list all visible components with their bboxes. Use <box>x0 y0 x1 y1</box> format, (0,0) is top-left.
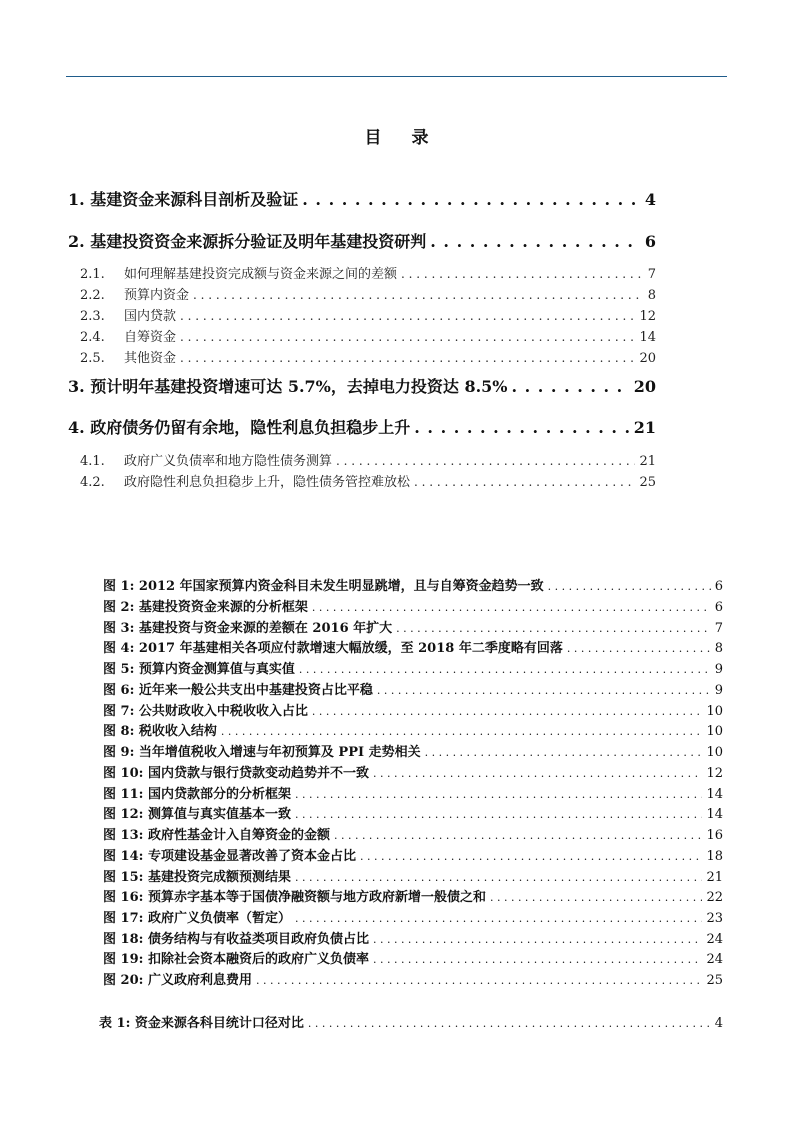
figure-label: 图 3: <box>103 621 135 636</box>
toc-page-number: 25 <box>639 475 656 490</box>
figure-entry[interactable] <box>103 637 723 656</box>
toc-subsection-2-2[interactable] <box>80 284 656 303</box>
figure-title: 预算赤字基本等于国债净融资额与地方政府新增一般债之和 <box>147 890 486 905</box>
figure-label: 图 18: <box>103 932 144 947</box>
figure-entry[interactable] <box>103 824 723 843</box>
dot-leader <box>490 891 702 904</box>
figure-label: 图 14: <box>103 849 144 864</box>
figure-entry[interactable] <box>103 907 723 926</box>
toc-sub-label: 预算内资金 <box>124 288 190 303</box>
toc-sub-index: 4.1. <box>80 454 105 469</box>
figure-label: 图 8: <box>103 724 135 739</box>
figure-entry[interactable] <box>103 886 723 905</box>
figure-label: 图 11: <box>103 787 144 802</box>
figure-label: 图 2: <box>103 600 135 615</box>
figure-page-number: 8 <box>714 641 723 656</box>
figure-title: 专项建设基金显著改善了资本金占比 <box>147 849 356 864</box>
toc-page-number: 4 <box>644 190 656 209</box>
toc-page-number: 8 <box>647 288 656 303</box>
toc-page-number: 6 <box>644 232 656 251</box>
figure-label: 图 13: <box>103 828 144 843</box>
figure-title: 测算值与真实值基本一致 <box>147 807 291 822</box>
dot-leader <box>414 475 635 489</box>
figure-page-number: 12 <box>706 766 723 781</box>
figure-page-number: 16 <box>706 828 723 843</box>
dot-leader <box>360 850 702 863</box>
figure-title: 税收收入结构 <box>138 724 217 739</box>
dot-leader <box>308 1017 711 1030</box>
toc-section-4[interactable] <box>68 415 656 438</box>
dot-leader <box>312 601 711 614</box>
table-entry[interactable] <box>99 1012 723 1031</box>
dot-leader <box>256 974 702 987</box>
toc-section-label: 4. 政府债务仍留有余地，隐性利息负担稳步上升 <box>68 418 411 437</box>
dot-leader <box>373 953 702 966</box>
toc-section-1[interactable] <box>68 187 656 210</box>
dot-leader <box>295 808 702 821</box>
toc-sub-label: 自筹资金 <box>124 330 177 345</box>
figure-title: 扣除社会资本融资后的政府广义负债率 <box>147 952 369 967</box>
figure-page-number: 14 <box>706 787 723 802</box>
dot-leader <box>512 377 630 396</box>
toc-sub-index: 4.2. <box>80 475 105 490</box>
figure-entry[interactable] <box>103 720 723 739</box>
figure-title: 2012 年国家预算内资金科目未发生明显跳增，且与自筹资金趋势一致 <box>138 579 544 594</box>
toc-title: 目 录 <box>364 128 441 148</box>
dot-leader <box>373 933 702 946</box>
figure-page-number: 6 <box>714 600 723 615</box>
figure-entry[interactable] <box>103 783 723 802</box>
figure-label: 图 4: <box>103 641 135 656</box>
toc-page-number: 12 <box>639 309 656 324</box>
toc-subsection-2-1[interactable] <box>80 263 656 282</box>
figure-title: 政府广义负债率（暂定） <box>147 911 291 926</box>
figure-page-number: 9 <box>714 683 723 698</box>
figure-title: 基建投资资金来源的分析框架 <box>138 600 308 615</box>
toc-sub-index: 2.5. <box>80 351 105 366</box>
toc-section-2[interactable] <box>68 229 656 252</box>
toc-section-label: 2. 基建投资资金来源拆分验证及明年基建投资研判 <box>68 232 427 251</box>
figure-page-number: 21 <box>706 870 723 885</box>
figure-title: 国内贷款与银行贷款变动趋势并不一致 <box>147 766 369 781</box>
figure-entry[interactable] <box>103 969 723 988</box>
figure-page-number: 10 <box>706 704 723 719</box>
figure-label: 图 5: <box>103 662 135 677</box>
dot-leader <box>180 351 635 365</box>
toc-sub-label: 政府隐性利息负担稳步上升，隐性债务管控难放松 <box>124 475 411 490</box>
figure-entry[interactable] <box>103 845 723 864</box>
dot-leader <box>377 684 711 697</box>
figure-entry[interactable] <box>103 762 723 781</box>
toc-sub-label: 政府广义负债率和地方隐性债务测算 <box>124 454 333 469</box>
figure-page-number: 24 <box>706 952 723 967</box>
dot-leader <box>312 705 703 718</box>
figure-page-number: 10 <box>706 745 723 760</box>
dot-leader <box>295 871 702 884</box>
dot-leader <box>425 746 703 759</box>
toc-subsection-2-5[interactable] <box>80 347 656 366</box>
toc-sub-label: 其他资金 <box>124 351 177 366</box>
header-rule <box>66 76 727 77</box>
table-page-number: 4 <box>714 1016 723 1031</box>
dot-leader <box>180 330 635 344</box>
dot-leader <box>414 418 629 437</box>
toc-section-3[interactable] <box>68 374 656 397</box>
figure-entry[interactable] <box>103 658 723 677</box>
toc-page-number: 21 <box>633 418 656 437</box>
toc-subsection-4-2[interactable] <box>80 471 656 490</box>
dot-leader <box>193 288 644 302</box>
figure-label: 图 15: <box>103 870 144 885</box>
dot-leader <box>401 267 644 281</box>
figure-title: 政府性基金计入自筹资金的金额 <box>147 828 330 843</box>
figure-title: 国内贷款部分的分析框架 <box>147 787 291 802</box>
dot-leader <box>373 767 702 780</box>
figure-title: 公共财政收入中税收收入占比 <box>138 704 308 719</box>
figure-label: 图 19: <box>103 952 144 967</box>
dot-leader <box>221 725 703 738</box>
figure-title: 广义政府利息费用 <box>147 973 252 988</box>
figure-page-number: 6 <box>714 579 723 594</box>
toc-page-number: 7 <box>647 267 656 282</box>
figure-page-number: 18 <box>706 849 723 864</box>
dot-leader <box>548 580 711 593</box>
figure-entry[interactable] <box>103 617 723 636</box>
toc-sub-label: 国内贷款 <box>124 309 177 324</box>
toc-subsection-4-1[interactable] <box>80 450 656 469</box>
figure-page-number: 9 <box>714 662 723 677</box>
toc-page-number: 20 <box>633 377 656 396</box>
dot-leader <box>567 642 711 655</box>
figure-page-number: 22 <box>706 890 723 905</box>
toc-section-label: 3. 预计明年基建投资增速可达 5.7%，去掉电力投资达 8.5% <box>68 377 508 396</box>
figure-title: 债务结构与有收益类项目政府负债占比 <box>147 932 369 947</box>
figure-entry[interactable] <box>103 803 723 822</box>
figure-title: 基建投资与资金来源的差额在 2016 年扩大 <box>138 621 393 636</box>
figure-entry[interactable] <box>103 679 723 698</box>
toc-section-label: 1. 基建资金来源科目剖析及验证 <box>68 190 299 209</box>
figure-entry[interactable] <box>103 928 723 947</box>
figure-entry[interactable] <box>103 596 723 615</box>
toc-sub-index: 2.2. <box>80 288 105 303</box>
toc-page-number: 20 <box>639 351 656 366</box>
figure-label: 图 10: <box>103 766 144 781</box>
figure-label: 图 12: <box>103 807 144 822</box>
toc-sub-index: 2.3. <box>80 309 105 324</box>
figure-label: 图 17: <box>103 911 144 926</box>
figure-title: 预算内资金测算值与真实值 <box>138 662 295 677</box>
dot-leader <box>302 190 641 209</box>
figure-page-number: 23 <box>706 911 723 926</box>
toc-page-number: 14 <box>639 330 656 345</box>
figure-label: 图 6: <box>103 683 135 698</box>
figure-title: 当年增值税收入增速与年初预算及 PPI 走势相关 <box>138 745 421 760</box>
toc-sub-index: 2.4. <box>80 330 105 345</box>
dot-leader <box>180 309 635 323</box>
figure-entry[interactable] <box>103 948 723 967</box>
figure-label: 图 20: <box>103 973 144 988</box>
figure-page-number: 25 <box>706 973 723 988</box>
figure-title: 近年来一般公共支出中基建投资占比平稳 <box>138 683 373 698</box>
dot-leader <box>295 912 702 925</box>
table-title: 资金来源各科目统计口径对比 <box>134 1016 304 1031</box>
figure-entry[interactable] <box>103 741 723 760</box>
toc-subsection-2-4[interactable] <box>80 326 656 345</box>
toc-sub-label: 如何理解基建投资完成额与资金来源之间的差额 <box>124 267 398 282</box>
figure-label: 图 1: <box>103 579 135 594</box>
toc-subsection-2-3[interactable] <box>80 305 656 324</box>
toc-sub-index: 2.1. <box>80 267 105 282</box>
figure-label: 图 9: <box>103 745 135 760</box>
figure-page-number: 7 <box>714 621 723 636</box>
figure-entry[interactable] <box>103 866 723 885</box>
dot-leader <box>430 232 641 251</box>
table-label: 表 1: <box>99 1016 131 1031</box>
figure-entry[interactable] <box>103 575 723 594</box>
figure-entry[interactable] <box>103 700 723 719</box>
dot-leader <box>295 788 702 801</box>
figure-label: 图 16: <box>103 890 144 905</box>
dot-leader <box>299 663 711 676</box>
figure-page-number: 10 <box>706 724 723 739</box>
figure-title: 基建投资完成额预测结果 <box>147 870 291 885</box>
figure-title: 2017 年基建相关各项应付款增速大幅放缓，至 2018 年二季度略有回落 <box>138 641 563 656</box>
dot-leader <box>396 622 711 635</box>
dot-leader <box>334 829 702 842</box>
toc-page-number: 21 <box>639 454 656 469</box>
figure-page-number: 24 <box>706 932 723 947</box>
figure-page-number: 14 <box>706 807 723 822</box>
figure-label: 图 7: <box>103 704 135 719</box>
dot-leader <box>336 454 635 468</box>
